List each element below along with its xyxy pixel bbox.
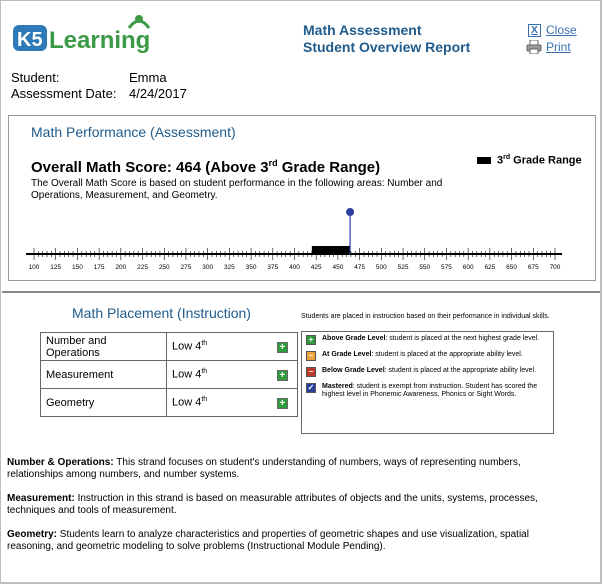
section-divider: [2, 291, 600, 293]
placement-row: [41, 333, 298, 361]
strand-description: Measurement: Instruction in this strand is based on measurable attributes of objects and the units, systems, processes, techniques and tools of measurement.: [7, 493, 538, 516]
score-marker-dot: [346, 208, 354, 216]
scale-tick-label: 350: [245, 264, 257, 271]
close-icon: X: [528, 24, 541, 37]
placement-row: [41, 389, 298, 417]
scale-tick-label: 625: [484, 264, 496, 271]
strand-description: Geometry: Students learn to analyze characteristics and properties of geometric shapes and use visualization, spatial reasoning, and geometric modeling to solve problems (Instructional Module Pending).: [7, 529, 529, 552]
scale-tick-label: 675: [527, 264, 539, 271]
student-info: [11, 70, 187, 102]
scale-tick-label: 300: [202, 264, 214, 271]
below-grade-icon: −: [306, 367, 316, 377]
placement-table: [40, 332, 298, 417]
above-grade-icon: +: [306, 335, 316, 345]
report-title: [303, 22, 470, 56]
print-link[interactable]: [526, 40, 571, 54]
assessment-date-value: 4/24/2017: [129, 86, 187, 101]
scale-tick-label: 450: [332, 264, 344, 271]
score-description: The Overall Math Score is based on student performance in the following areas: Number and Operations, Measurement, and Geometry.: [31, 178, 443, 201]
close-label: Close: [546, 23, 577, 37]
scale-tick-label: 150: [71, 264, 83, 271]
placement-note: Students are placed in instruction based on their performance in individual skills.: [301, 313, 550, 320]
overall-score-title: Overall Math Score: 464 (Above 3rd Grade Range): [31, 158, 381, 176]
scale-tick-label: 550: [419, 264, 431, 271]
legend-text: Above Grade Level: student is placed at the next highest grade level.: [322, 335, 540, 342]
strand-name: Number and Operations: [41, 333, 167, 361]
strand-description-title: Geometry:: [7, 529, 58, 540]
scale-tick-label: 275: [180, 264, 192, 271]
student-value: Emma: [129, 70, 167, 85]
svg-text:K5: K5: [17, 29, 43, 51]
legend-text: At Grade Level: student is placed at the appropriate ability level.: [322, 351, 523, 358]
placement-title: Math Placement (Instruction): [72, 305, 251, 321]
k5-learning-logo: [11, 10, 171, 58]
placement-level: Low 4th: [167, 333, 268, 361]
strand-description-title: Number & Operations:: [7, 457, 114, 468]
printer-icon: [526, 40, 542, 54]
scale-tick-label: 225: [137, 264, 148, 271]
grade-range-swatch: [477, 157, 491, 164]
grade-range-legend: [477, 154, 582, 167]
grade-range-bar: [312, 246, 350, 254]
math-performance-panel: [8, 115, 596, 281]
strand-description: Number & Operations: This strand focuses on student's understanding of numbers, ways of representing numbers, relationships among numbers, and number systems.: [7, 457, 521, 480]
at-grade-icon: −: [306, 351, 316, 361]
report-title-line2: Student Overview Report: [303, 39, 471, 55]
assessment-date-label: Assessment Date:: [11, 86, 117, 101]
scale-tick-label: 600: [462, 264, 474, 271]
legend-item: [306, 383, 549, 399]
scale-tick-label: 525: [397, 264, 409, 271]
above-grade-plus-icon[interactable]: +: [277, 370, 288, 381]
print-label: Print: [546, 40, 571, 54]
report-title-line1: Math Assessment: [303, 22, 422, 38]
svg-text:Learning: Learning: [49, 27, 151, 54]
above-grade-plus-icon[interactable]: +: [277, 342, 288, 353]
student-label: Student:: [11, 70, 60, 85]
placement-row: [41, 361, 298, 389]
placement-level: Low 4th: [167, 361, 268, 389]
legend-text: Mastered: student is exempt from instruction. Student has scored the highest level in Phonemic Awareness, Phonics or Sight Words.: [322, 383, 538, 398]
scale-tick-label: 400: [289, 264, 300, 271]
strand-description-title: Measurement:: [7, 493, 75, 504]
grade-range-legend-label: 3rd Grade Range: [497, 154, 582, 167]
legend-text: Below Grade Level: student is placed at the appropriate ability level.: [322, 367, 537, 374]
scale-tick-label: 200: [115, 264, 127, 271]
above-grade-plus-icon[interactable]: +: [277, 398, 288, 409]
scale-tick-label: 575: [441, 264, 452, 271]
scale-tick-label: 125: [50, 264, 62, 271]
strand-name: Geometry: [41, 389, 167, 417]
score-scale-chart: [9, 201, 595, 271]
scale-tick-label: 325: [223, 264, 235, 271]
scale-tick-label: 700: [549, 264, 561, 271]
scale-tick-label: 425: [310, 264, 322, 271]
scale-tick-label: 100: [28, 264, 40, 271]
scale-tick-label: 650: [506, 264, 518, 271]
scale-tick-label: 500: [375, 264, 387, 271]
placement-legend: [301, 331, 554, 434]
scale-tick-label: 175: [93, 264, 105, 271]
legend-item: [306, 367, 549, 377]
mastered-icon: ✓: [307, 383, 315, 392]
legend-item: [306, 335, 549, 345]
scale-tick-label: 475: [354, 264, 366, 271]
strand-name: Measurement: [41, 361, 167, 389]
performance-title: Math Performance (Assessment): [31, 124, 236, 140]
close-link[interactable]: [528, 23, 577, 37]
scale-tick-label: 375: [267, 264, 279, 271]
scale-tick-label: 250: [158, 264, 170, 271]
placement-level: Low 4th: [167, 389, 268, 417]
legend-item: [306, 351, 549, 361]
